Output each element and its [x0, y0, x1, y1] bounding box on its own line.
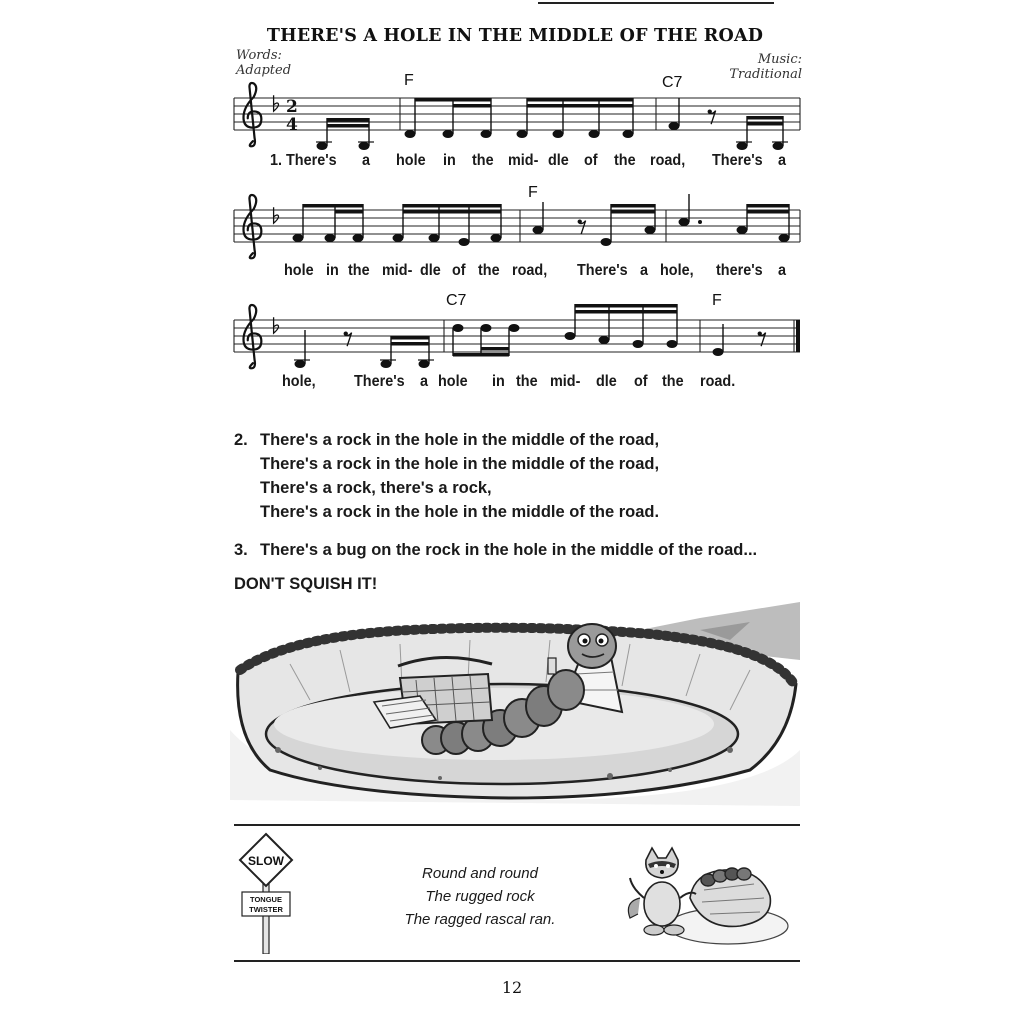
lyric-syllable: the	[478, 262, 500, 279]
lyric-syllable: There's	[354, 373, 405, 390]
music-value: Traditional	[729, 67, 802, 82]
lyric-syllable: hole	[396, 152, 426, 169]
twister-line: Round and round	[422, 865, 538, 882]
verse-line: There's a rock in the hole in the middle of the road,	[260, 455, 660, 473]
lyric-syllable: the	[472, 152, 494, 169]
lyric-syllable: a	[420, 373, 429, 390]
words-label: Words:	[236, 48, 282, 63]
staff-1	[234, 83, 800, 150]
chord-f: F	[712, 292, 722, 309]
lyric-syllable: the	[662, 373, 684, 390]
lyric-syllable: of	[634, 373, 648, 390]
music-label: Music:	[757, 52, 802, 67]
verse-line: There's a rock in the hole in the middle of the road,	[260, 431, 660, 449]
lyric-syllable: There's	[577, 262, 628, 279]
lyric-syllable: in	[492, 373, 505, 390]
dont-squish-it: DON'T SQUISH IT!	[234, 575, 378, 593]
verse-3-number: 3.	[234, 541, 248, 559]
twister-line: The rugged rock	[425, 888, 535, 905]
lyric-syllable: hole,	[660, 262, 694, 279]
twister-line: The ragged rascal ran.	[404, 911, 556, 928]
panel-bottom-rule	[234, 960, 800, 962]
chord-c7: C7	[446, 292, 467, 309]
lyric-syllable: dle	[548, 152, 569, 169]
sign-slow-text: SLOW	[248, 854, 284, 868]
caterpillar-illustration	[230, 600, 800, 810]
page-number: 12	[501, 978, 523, 997]
verse-2-number: 2.	[234, 431, 248, 449]
staff-3	[234, 304, 800, 368]
words-value: Adapted	[236, 63, 292, 78]
lyric-syllable: There's	[712, 152, 763, 169]
panel-top-rule	[234, 824, 800, 826]
lyric-syllable: the	[614, 152, 636, 169]
chord-c7: C7	[662, 74, 683, 91]
sign-twister-text: TWISTER	[249, 905, 283, 914]
time-sig-bottom: 4	[286, 115, 298, 135]
lyric-syllable: mid-	[382, 262, 413, 279]
lyric-syllable: a	[778, 152, 787, 169]
lyric-syllable: the	[516, 373, 538, 390]
lyric-syllable: in	[326, 262, 339, 279]
song-title: THERE'S A HOLE IN THE MIDDLE OF THE ROAD	[266, 26, 764, 46]
lyric-syllable: road.	[700, 373, 736, 390]
lyric-syllable: hole	[284, 262, 314, 279]
sign-tongue-text: TONGUE	[250, 895, 282, 904]
lyric-syllable: road,	[650, 152, 686, 169]
verse-line: There's a rock, there's a rock,	[260, 479, 492, 497]
lyric-syllable: of	[584, 152, 598, 169]
lyric-syllable: in	[443, 152, 456, 169]
staff-2	[234, 194, 800, 258]
verse-line: There's a rock in the hole in the middle of the road.	[260, 503, 660, 521]
lyric-syllable: 1. There's	[270, 152, 337, 169]
lyric-syllable: hole,	[282, 373, 316, 390]
sheet-music	[0, 0, 1024, 410]
lyric-syllable: mid-	[550, 373, 581, 390]
lyric-syllable: dle	[596, 373, 617, 390]
lyric-syllable: hole	[438, 373, 468, 390]
notes-staff-2	[293, 194, 790, 246]
lyric-syllable: there's	[716, 262, 763, 279]
chord-f: F	[404, 72, 414, 89]
verse-3	[234, 538, 757, 562]
lyric-syllable: a	[640, 262, 649, 279]
tongue-twister-text	[380, 862, 580, 931]
time-sig-top: 2	[286, 97, 298, 117]
treble-clef	[244, 83, 262, 146]
lyric-syllable: a	[362, 152, 371, 169]
lyric-syllable: mid-	[508, 152, 539, 169]
lyric-syllable: the	[348, 262, 370, 279]
verse-2	[234, 428, 659, 524]
verse-line: There's a bug on the rock in the hole in the middle of the road...	[260, 541, 758, 559]
lyric-syllable: dle	[420, 262, 441, 279]
lyric-syllable: a	[778, 262, 787, 279]
chord-f: F	[528, 184, 538, 201]
slow-sign	[234, 830, 304, 954]
raccoon-illustration	[624, 838, 794, 950]
lyric-syllable: road,	[512, 262, 548, 279]
lyric-syllable: of	[452, 262, 466, 279]
